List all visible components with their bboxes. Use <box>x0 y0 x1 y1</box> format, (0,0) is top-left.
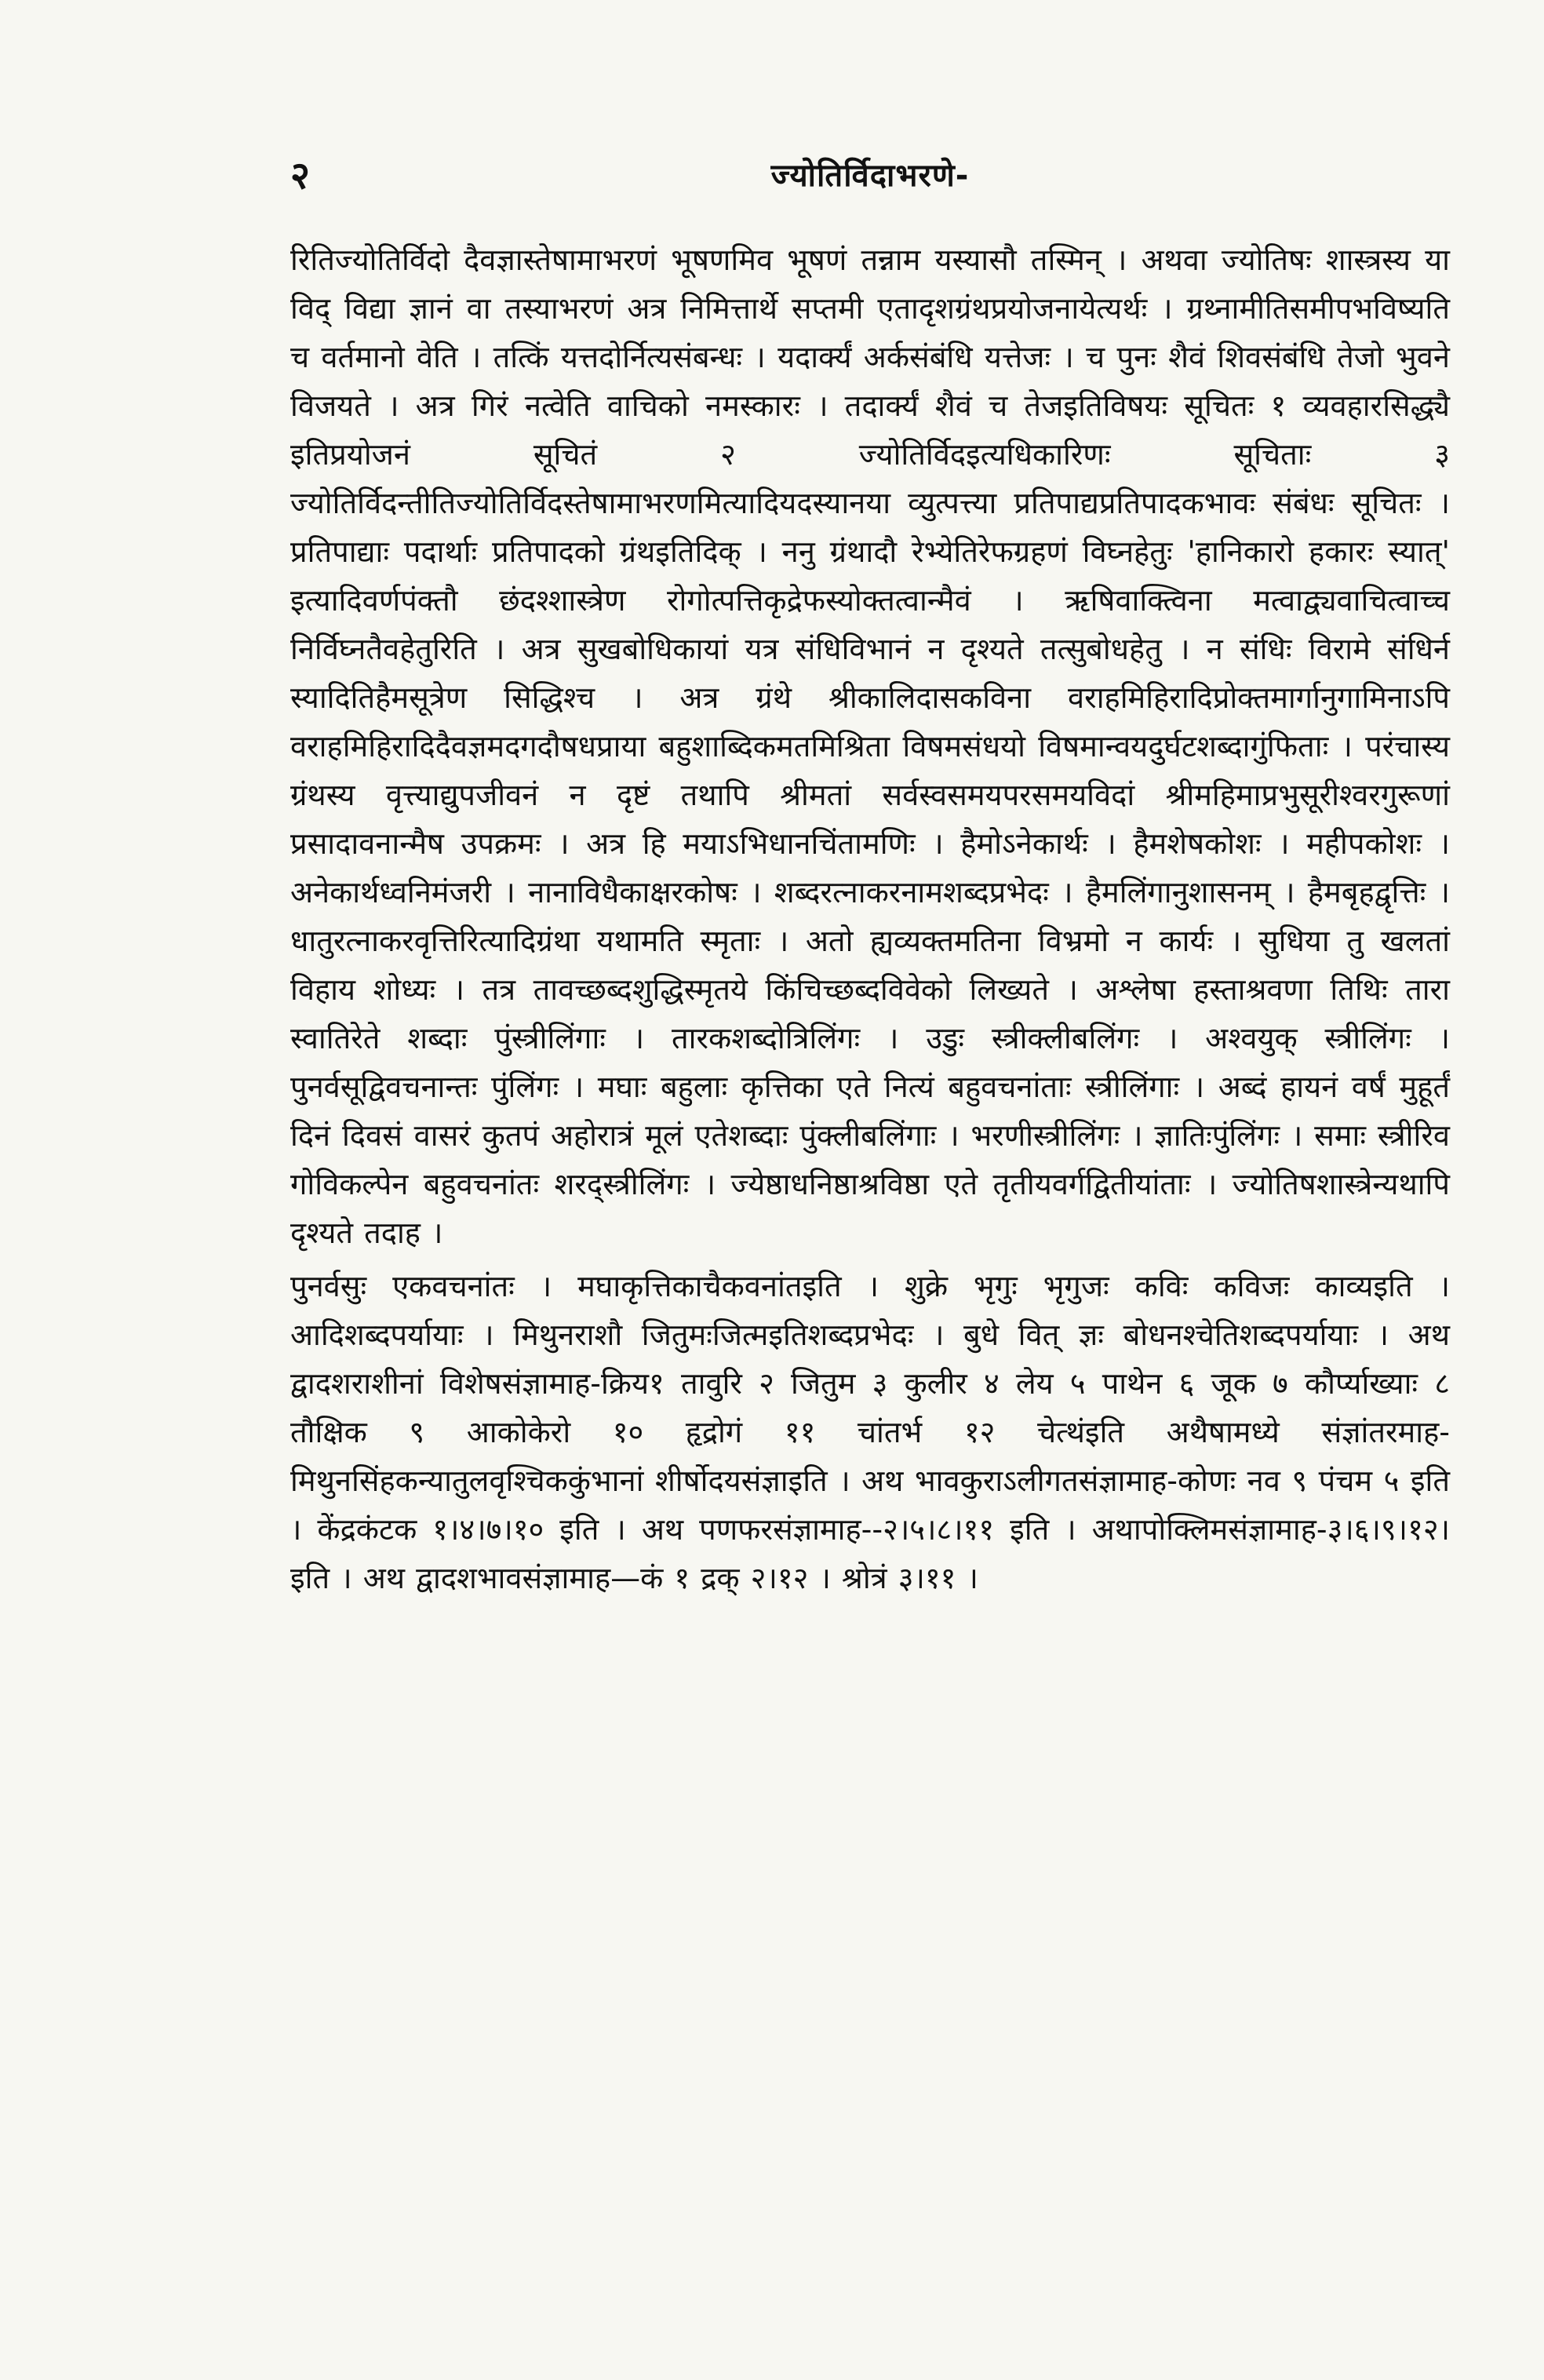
paragraph: रितिज्योतिर्विदो दैवज्ञास्तेषामाभरणं भूषणमिव भूषणं तन्नाम यस्यासौ तस्मिन् । अथवा ज्योतिषः शास्त्रस्य या विद् विद्या ज्ञानं वा तस्याभरणं अत्र निमित्तार्थे सप्तमी एतादृशग्रंथप्रयोजनायेत्यर्थः । ग्रथ्नामीतिसमीपभविष्यति च वर्तमानो वेति । तत्किं यत्तदोर्नित्यसंबन्धः । यदार्क्यं अर्कसंबंधि यत्तेजः । च पुनः शैवं शिवसंबंधि तेजो भुवने विजयते । अत्र गिरं नत्वेति वाचिको नमस्कारः । तदार्क्यं शैवं च तेजइतिविषयः सूचितः १ व्यवहारसिद्ध्यै इतिप्रयोजनं सूचितं २ ज्योतिर्विदइत्यधिकारिणः सूचिताः ३ ज्योतिर्विदन्तीतिज्योतिर्विदस्तेषामाभरणमित्यादियदस्यानया व्युत्पत्त्या प्रतिपाद्यप्रतिपादकभावः संबंधः सूचितः । प्रतिपाद्याः पदार्थाः प्रतिपादको ग्रंथइतिदिक् । ननु ग्रंथादौ रेभ्येतिरेफग्रहणं विघ्नहेतुः 'हानिकारो हकारः स्यात्' इत्यादिवर्णपंक्तौ छंदश्शास्त्रेण रोगोत्पत्तिकृद्रेफस्योक्तत्वान्मैवं । ऋषिवाक्त्विना मत्वाद्व्यवाचित्वाच्च निर्विघ्नतैवहेतुरिति । अत्र सुखबोधिकायां यत्र संधिविभानं न दृश्यते तत्सुबोधहेतु । न संधिः विरामे संधिर्न स्यादितिहैमसूत्रेण सिद्धिश्च । अत्र ग्रंथे श्रीकालिदासकविना वराहमिहिरादिप्रोक्तमार्गानुगामिनाऽपि वराहमिहिरादिदैवज्ञमदगदौषधप्राया बहुशाब्दिकमतमिश्रिता विषमसंधयो विषमान्वयदुर्घटशब्दागुंफिताः । परंचास्य ग्रंथस्य वृत्त्याद्युपजीवनं न दृष्टं तथापि श्रीमतां सर्वस्वसमयपरसमयविदां श्रीमहिमाप्रभुसूरीश्वरगुरूणां प्रसादावनान्मैष उपक्रमः । अत्र हि मयाऽभिधानचिंतामणिः । हैमोऽनेकार्थः । हैमशेषकोशः । महीपकोशः । अनेकार्थध्वनिमंजरी । नानाविधैकाक्षरकोषः । शब्दरत्नाकरनामशब्दप्रभेदः । हैमलिंगानुशासनम् । हैमबृहद्वृत्तिः । धातुरत्नाकरवृत्तिरित्यादिग्रंथा यथामति स्मृताः । अतो ह्यव्यक्तमतिना विभ्रमो न कार्यः । सुधिया तु खलतां विहाय शोध्यः । तत्र तावच्छब्दशुद्धिस्मृतये किंचिच्छब्दविवेको लिख्यते । अश्लेषा हस्ताश्रवणा तिथिः तारा स्वातिरेते शब्दाः पुंस्त्रीलिंगाः । तारकशब्दोत्रिलिंगः । उडुः स्त्रीक्लीबलिंगः । अश्वयुक् स्त्रीलिंगः । पुनर्वसूद्विवचनान्तः पुंलिंगः । मघाः बहुलाः कृत्तिका एते नित्यं बहुवचनांताः स्त्रीलिंगाः । अब्दं हायनं वर्षं मुहूर्तं दिनं दिवसं वासरं कुतपं अहोरात्रं मूलं एतेशब्दाः पुंक्लीबलिंगाः । भरणीस्त्रीलिंगः । ज्ञातिःपुंलिंगः । समाः स्त्रीरिव गोविकल्पेन बहुवचनांतः शरद्स्त्रीलिंगः । ज्येष्ठाधनिष्ठाश्रविष्ठा एते तृतीयवर्गद्वितीयांताः । ज्योतिषशास्त्रेन्यथापि दृश्यते तदाह । <box>290 242 1450 1250</box>
paragraph: पुनर्वसुः एकवचनांतः । मघाकृत्तिकाचैकवनांतइति । शुक्रे भृगुः भृगुजः कविः कविजः काव्यइति । आदिशब्दपर्यायाः । मिथुनराशौ जितुमःजित्मइतिशब्दप्रभेदः । बुधे वित् ज्ञः बोधनश्चेतिशब्दपर्यायाः । अथ द्वादशराशीनां विशेषसंज्ञामाह-क्रिय१ तावुरि २ जितुम ३ कुलीर ४ लेय ५ पाथेन ६ जूक ७ कौर्प्याख्याः ८ तौक्षिक ९ आकोकेरो १० हृद्रोगं ११ चांतर्भ १२ चेत्थंइति अथैषामध्ये संज्ञांतरमाह-मिथुनसिंहकन्यातुलवृश्चिककुंभानां शीर्षोदयसंज्ञाइति । अथ भावकुराऽलीगतसंज्ञामाह-कोणः नव ९ पंचम ५ इति । केंद्रकंटक १।४।७।१० इति । अथ पणफरसंज्ञामाह--२।५।८।११ इति । अथापोक्लिमसंज्ञामाह-३।६।९।१२। इति । अथ द्वादशभावसंज्ञामाह—कं १ द्रक् २।१२ । श्रोत्रं ३।११ । <box>290 1269 1451 1595</box>
page-header <box>290 149 1450 212</box>
running-title: ज्योतिर्विदाभरणे- <box>770 158 970 194</box>
body-text <box>290 235 1450 1602</box>
page-number: २ <box>290 154 310 198</box>
